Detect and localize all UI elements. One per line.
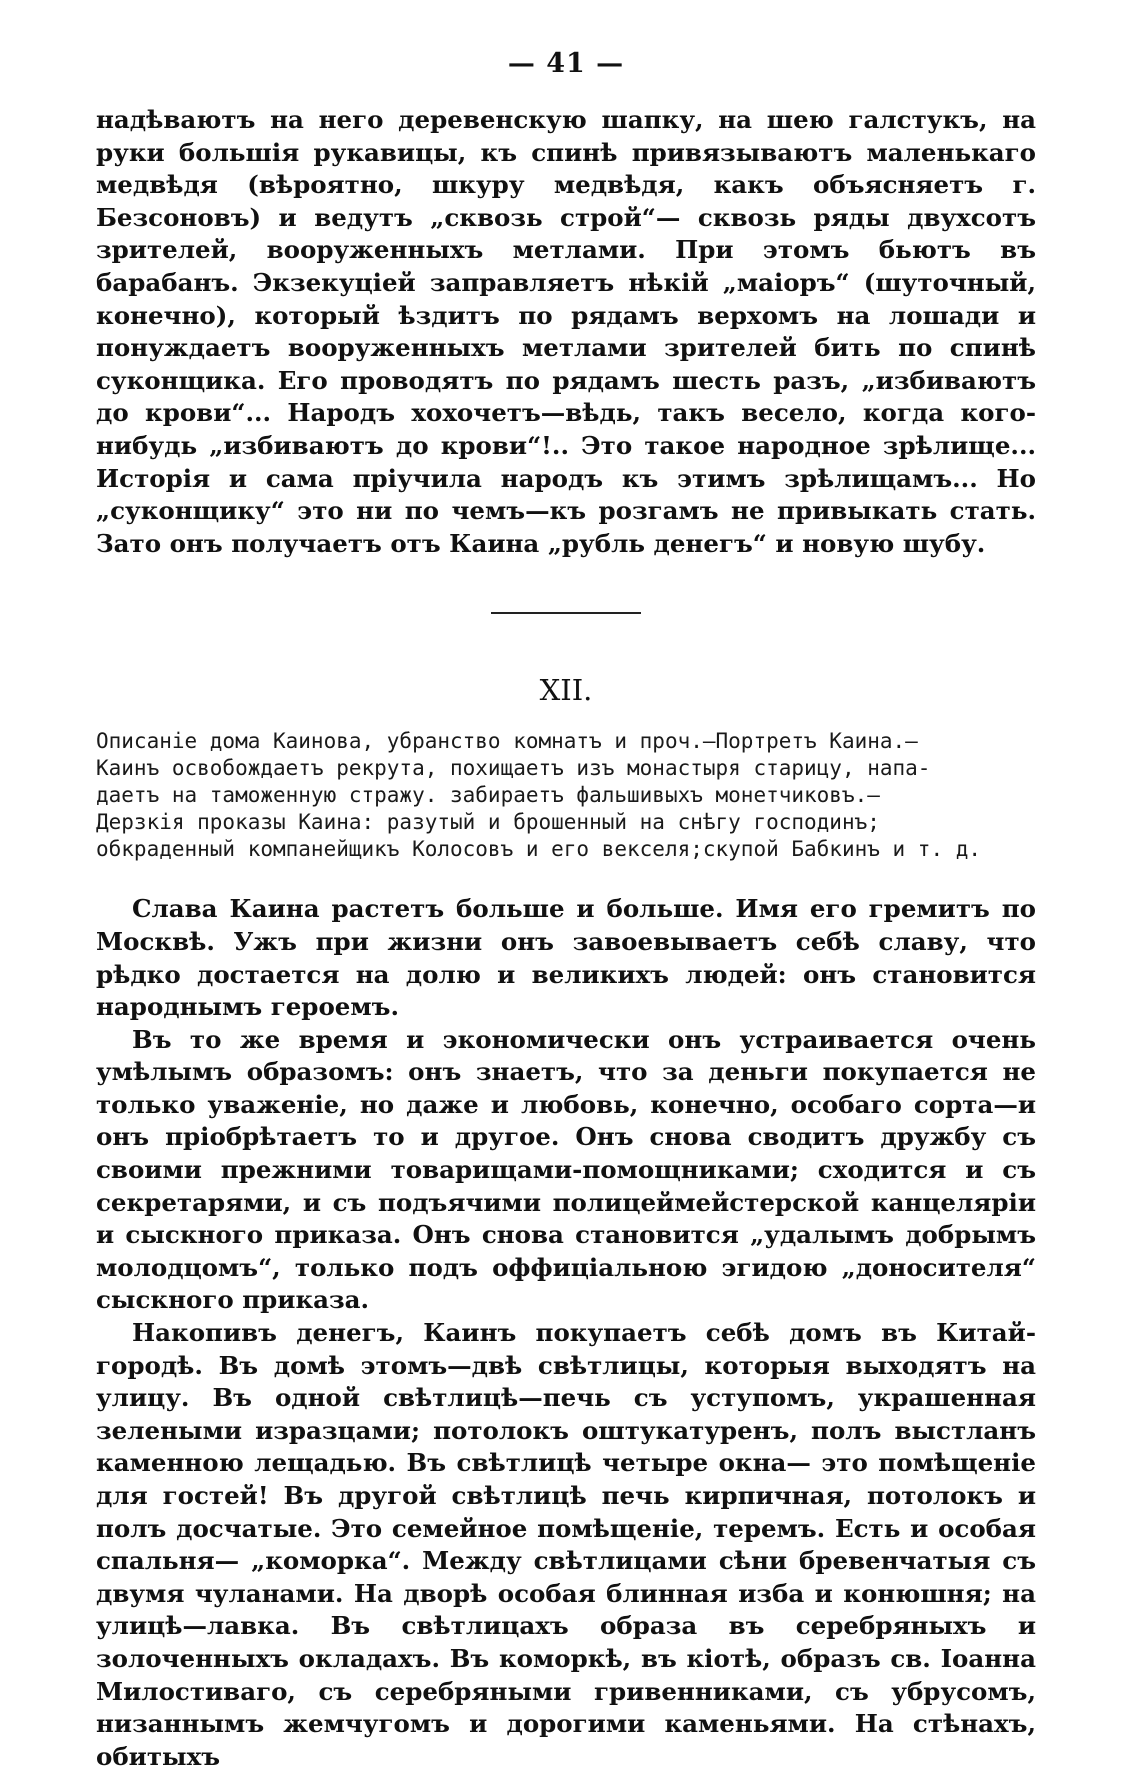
section-divider xyxy=(491,612,641,614)
chapter-title: XII. xyxy=(539,673,593,708)
chapter-body xyxy=(96,893,1036,1773)
summary-line: Дерзкія проказы Каина: разутый и брошенный на снѣгу господинъ; xyxy=(96,810,880,835)
paragraph: Накопивъ денегъ, Каинъ покупаетъ себѣ домъ въ Китай-городѣ. Въ домѣ этомъ—двѣ свѣтлицы, которыя выходятъ на улицу. Въ одной свѣтлицѣ—печь съ уступомъ, украшенная зелеными изразцами; потолокъ оштукатуренъ, полъ выстланъ каменною лещадью. Въ свѣтлицѣ четыре окна— это помѣщеніе для гостей! Въ другой свѣтлицѣ печь кирпичная, потолокъ и полъ досчатые. Это семейное помѣщеніе, теремъ. Есть и особая спальня— „коморка“. Между свѣтлицами сѣни бревенчатыя съ двумя чуланами. На дворѣ особая блинная изба и конюшня; на улицѣ—лавка. Въ свѣтлицахъ образа въ серебряныхъ и золоченныхъ окладахъ. Въ коморкѣ, въ кіотѣ, образъ св. Іоанна Милостиваго, съ серебряными гривенниками, съ убрусомъ, низаннымъ жемчугомъ и дорогими каменьями. На стѣнахъ, обитыхъ xyxy=(96,1318,1036,1771)
chapter-summary xyxy=(96,728,1036,863)
paragraph: Въ то же время и экономически онъ устраивается очень умѣлымъ образомъ: онъ знаетъ, что за деньги покупается не только уваженіе, но даже и любовь, конечно, особаго сорта—и онъ пріобрѣтаетъ то и другое. Онъ снова сводитъ дружбу съ своими прежними товарищами-помощниками; сходится и съ секретарями, и съ подъячими полицеймейстерской канцеляріи и сыскного приказа. Онъ снова становится „удалымъ добрымъ молодцомъ“, только подъ оффиціальною эгидою „доносителя“ сыскного приказа. xyxy=(96,1024,1036,1315)
book-page xyxy=(96,44,1036,1771)
summary-line: Каинъ освобождаетъ рекрута, похищаетъ изъ монастыря старицу, напа- xyxy=(96,756,931,781)
summary-line: обкраденный компанейщикъ Колосовъ и его векселя;скупой Бабкинъ и т. д. xyxy=(96,837,982,862)
top-paragraph-block xyxy=(96,104,1036,560)
summary-line: даетъ на таможенную стражу. забираетъ фальшивыхъ монетчиковъ.— xyxy=(96,783,880,808)
paragraph: Слава Каина растетъ больше и больше. Имя его гремитъ по Москвѣ. Ужъ при жизни онъ завоевываетъ себѣ славу, что рѣдко достается на долю и великихъ людей: онъ становится народнымъ героемъ. xyxy=(96,894,1036,1022)
paragraph: надѣваютъ на него деревенскую шапку, на шею галстукъ, на руки большія рукавицы, къ спинѣ привязываютъ маленькаго медвѣдя (вѣроятно, шкуру медвѣдя, какъ объясняетъ г. Безсоновъ) и ведутъ „сквозь строй“— сквозь ряды двухсотъ зрителей, вооруженныхъ метлами. При этомъ бьютъ въ барабанъ. Экзекуціей заправляетъ нѣкій „маіоръ“ (шуточный, конечно), который ѣздитъ по рядамъ верхомъ на лошади и понуждаетъ вооруженныхъ метлами зрителей бить по спинѣ суконщика. Его проводятъ по рядамъ шесть разъ, „избиваютъ до крови“... Народъ хохочетъ—вѣдь, такъ весело, когда кого-нибудь „избиваютъ до крови“!.. Это такое народное зрѣлище... Исторія и сама пріучила народъ къ этимъ зрѣлищамъ... Но „суконщику“ это ни по чемъ—къ розгамъ не привыкать стать. Зато онъ получаетъ отъ Каина „рубль денегъ“ и новую шубу. xyxy=(96,105,1036,558)
page-number: — 41 — xyxy=(507,48,625,79)
summary-line: Описаніе дома Каинова, убранство комнатъ и проч.—Портретъ Каина.— xyxy=(96,729,918,754)
